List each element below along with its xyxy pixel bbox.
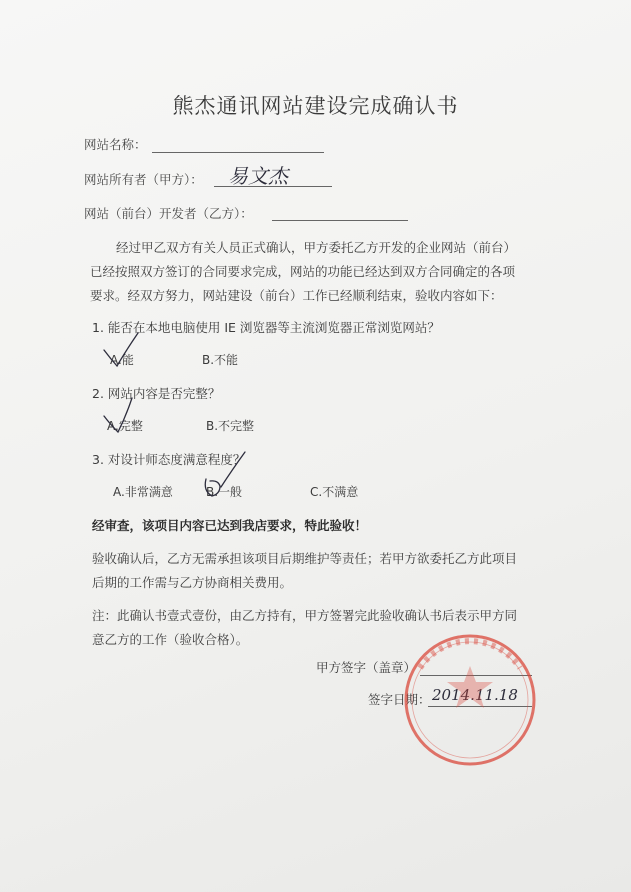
question-2: 2. 网站内容是否完整？ [92, 386, 221, 401]
q1-check-mark-icon [104, 333, 138, 366]
q3-option-a: A.非常满意 [113, 485, 173, 499]
q3-option-b: B.一般 [206, 485, 243, 499]
date-handwritten: 2014.11.18 [432, 686, 518, 704]
q2-option-a: A.完整 [107, 419, 143, 433]
company-seal-icon [406, 636, 534, 764]
q2-check-mark-icon [104, 398, 132, 432]
document-title: 熊杰通讯网站建设完成确认书 [172, 94, 459, 118]
conclusion-text: 经审查，该项目内容已达到我店要求，特此验收！ [92, 518, 368, 533]
q3-check-stroke-icon [221, 452, 245, 487]
note-line-2: 意乙方的工作（验收合格）。 [92, 632, 249, 647]
q2-option-b: B.不完整 [206, 419, 255, 433]
q1-option-a: A.能 [110, 353, 134, 367]
intro-line-1: 经过甲乙双方有关人员正式确认，甲方委托乙方开发的企业网站（前台） [116, 240, 517, 255]
question-1: 1. 能否在本地电脑使用 IE 浏览器等主流浏览器正常浏览网站？ [92, 320, 440, 335]
q1-option-b: B.不能 [202, 353, 239, 367]
question-3: 3. 对设计师态度满意程度？ [92, 452, 246, 467]
intro-line-2: 已经按照双方签订的合同要求完成，网站的功能已经达到双方合同确定的各项 [90, 264, 516, 279]
owner-handwritten-name: 易文杰 [228, 164, 288, 188]
q3-option-c: C.不满意 [310, 485, 359, 499]
developer-label: 网站（前台）开发者（乙方）： [84, 206, 253, 221]
acceptance-line-1: 验收确认后，乙方无需承担该项目后期维护等责任；若甲方欲委托乙方此项目 [92, 551, 518, 566]
acceptance-line-2: 后期的工作需与乙方协商相关费用。 [92, 575, 293, 590]
date-label: 签字日期： [368, 692, 431, 707]
site-name-label: 网站名称： [84, 137, 147, 152]
owner-label: 网站所有者（甲方）： [84, 172, 203, 187]
signature-label: 甲方签字（盖章） [316, 660, 417, 675]
q3-circle-mark-icon [205, 479, 220, 496]
note-line-1: 注：此确认书壹式壹份，由乙方持有，甲方签署完此验收确认书后表示甲方同 [92, 608, 518, 623]
intro-line-3: 要求。经双方努力，网站建设（前台）工作已经顺利结束，验收内容如下： [90, 288, 503, 303]
